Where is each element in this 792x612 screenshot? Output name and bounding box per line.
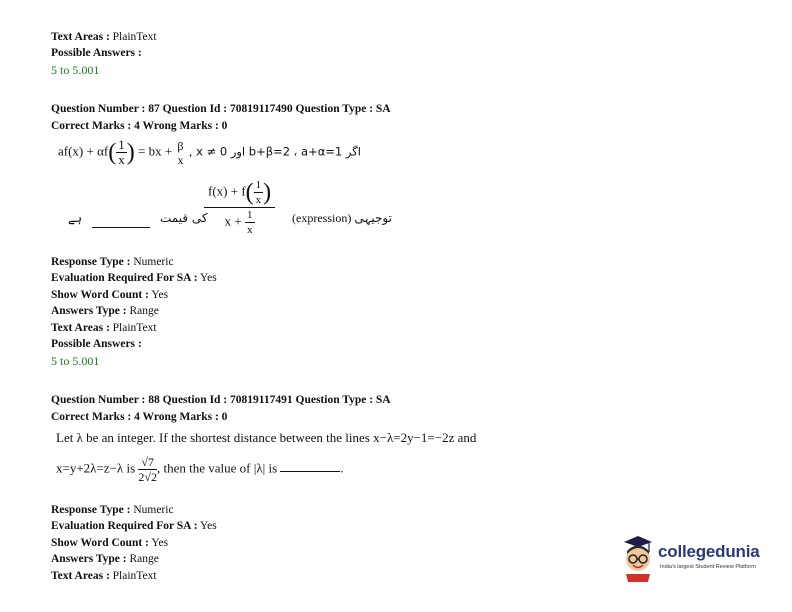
line2-end: . <box>340 460 344 476</box>
field-label: Show Word Count : <box>51 289 149 301</box>
line2-left: x=y+2λ=z−λ is <box>56 460 136 476</box>
possible-answer-value: 5 to 5.001 <box>51 63 100 77</box>
field-value: Numeric <box>133 256 174 268</box>
field-label: Answers Type : <box>51 305 127 317</box>
text-areas-row <box>51 569 157 583</box>
field-value: Yes <box>151 289 169 301</box>
word-count-row <box>51 536 168 550</box>
field-label: Response Type : <box>51 504 131 516</box>
field-value: Yes <box>200 520 217 532</box>
expression-label: (expression) توجیہی <box>292 211 392 225</box>
line2-right: , then the value of |λ| is <box>156 460 278 476</box>
brand-name: collegedunia <box>658 542 760 561</box>
frac-denominator: x <box>118 152 125 167</box>
marks-line: Correct Marks : 4 Wrong Marks : 0 <box>51 120 228 132</box>
urdu-left-text: ہے <box>68 211 83 225</box>
field-value: Numeric <box>133 504 174 516</box>
field-label: Text Areas : <box>51 31 110 43</box>
field-value: Yes <box>200 272 217 284</box>
text-areas-row <box>51 30 157 44</box>
urdu-mid-text: کی قیمت <box>160 211 208 225</box>
field-label: Evaluation Required For SA : <box>51 520 198 532</box>
possible-answers-label: Possible Answers : <box>51 47 142 59</box>
field-value: PlainText <box>112 31 157 43</box>
brand-tagline: India's largest Student Review Platform <box>660 564 756 570</box>
mascot-icon <box>618 534 658 582</box>
field-label: Text Areas : <box>51 570 110 582</box>
equation-mid: = bx + <box>137 143 173 159</box>
response-type-row <box>51 503 174 517</box>
expression-fraction: f(x) + f( $\frac{1}{x}$ ) x + $\frac{1}{x}$ <box>204 178 275 237</box>
evaluation-row <box>51 519 217 533</box>
inner-frac-den: x <box>255 194 262 206</box>
field-label: Evaluation Required For SA : <box>51 272 198 284</box>
field-label: Response Type : <box>51 256 131 268</box>
field-value: PlainText <box>112 570 157 582</box>
expr-num-left: f(x) + f <box>208 183 246 199</box>
den-frac-den: x <box>247 224 253 236</box>
question-88-line2 <box>56 455 344 484</box>
field-value: PlainText <box>112 322 157 334</box>
field-value: Range <box>129 305 159 317</box>
text-areas-row <box>51 321 157 335</box>
field-value: Range <box>129 553 159 565</box>
den-frac-num: 1 <box>247 209 253 221</box>
word-count-row <box>51 288 168 302</box>
possible-answers-label: Possible Answers : <box>51 338 142 350</box>
question-87-equation: af(x) + αf( $\frac{1}{x}$ ) = bx + β x , x ≠ 0 اور b+β=2 ، a+α=1 اگر <box>58 137 361 167</box>
collegedunia-logo <box>618 534 778 584</box>
inner-frac-num: 1 <box>255 179 262 191</box>
equation-condition: , x ≠ 0 اور b+β=2 ، a+α=1 اگر <box>188 144 361 159</box>
field-label: Answers Type : <box>51 553 127 565</box>
field-label: Show Word Count : <box>51 537 149 549</box>
evaluation-row <box>51 271 217 285</box>
question-88-line1: Let λ be an integer. If the shortest distance between the lines x−λ=2y−1=−2z and <box>56 430 477 445</box>
x-symbol: x <box>177 152 184 167</box>
answers-type-row <box>51 552 159 566</box>
answers-type-row <box>51 304 159 318</box>
distance-denominator: 2√2 <box>138 470 157 484</box>
distance-numerator: √7 <box>138 455 157 470</box>
marks-line: Correct Marks : 4 Wrong Marks : 0 <box>51 411 228 423</box>
response-type-row <box>51 255 174 269</box>
equation-left: af(x) + αf <box>58 143 109 159</box>
field-label: Text Areas : <box>51 322 110 334</box>
question-header: Question Number : 88 Question Id : 70819117491 Question Type : SA <box>51 394 391 406</box>
expr-den-left: x + <box>224 213 242 229</box>
possible-answer-value: 5 to 5.001 <box>51 354 100 368</box>
beta-symbol: β <box>177 138 184 153</box>
frac-numerator: 1 <box>118 137 125 152</box>
field-value: Yes <box>151 537 169 549</box>
answer-blank <box>280 465 340 472</box>
answer-blank <box>92 216 150 232</box>
question-header: Question Number : 87 Question Id : 70819117490 Question Type : SA <box>51 103 391 115</box>
